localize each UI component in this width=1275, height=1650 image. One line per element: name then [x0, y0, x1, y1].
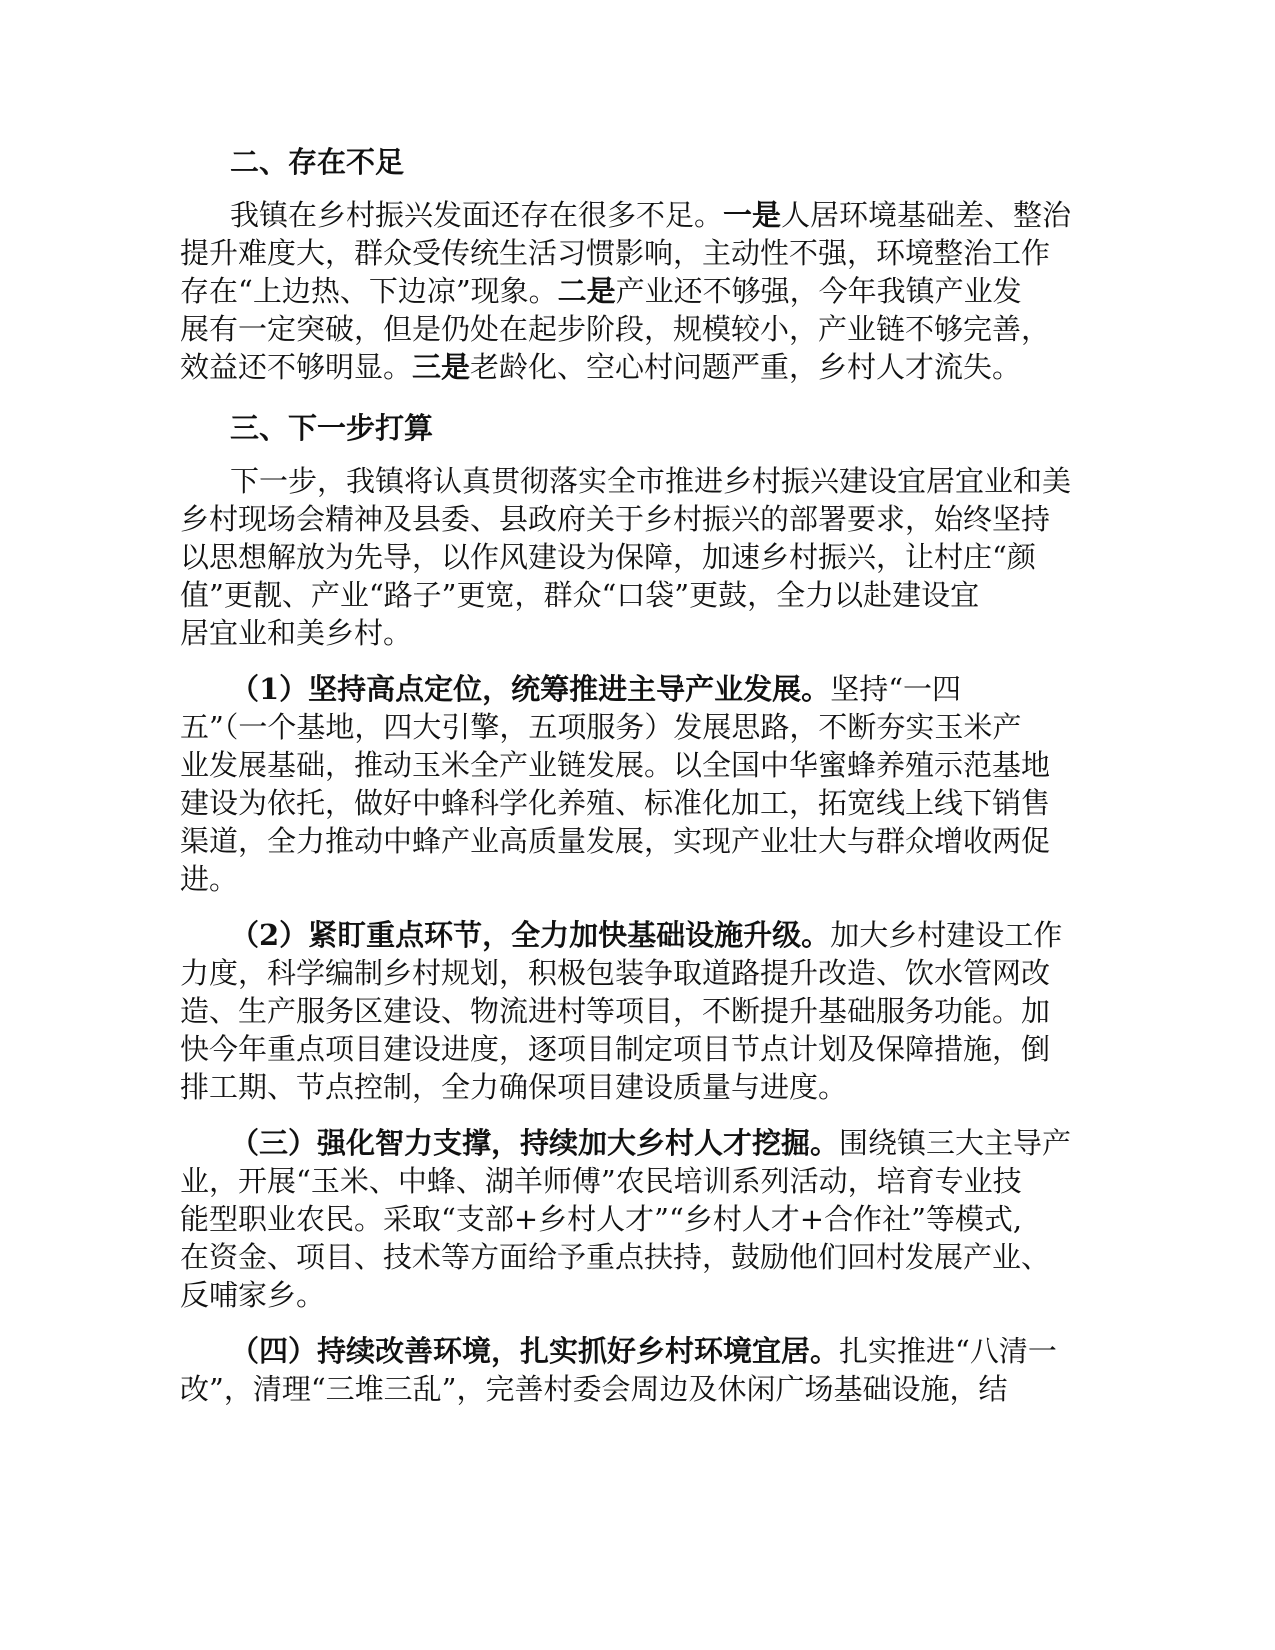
item-lead: （1）坚持高点定位，统筹推进主导产业发展。	[230, 672, 831, 706]
text-run: 我镇在乡村振兴发面还存在很多不足。	[230, 198, 724, 232]
text-line: 改”，清理“三堆三乱”，完善村委会周边及休闲广场基础设施，结	[180, 1372, 1008, 1406]
text-line	[180, 1124, 1080, 1162]
text-line: 业发展基础，推动玉米全产业链发展。以全国中华蜜蜂养殖示范基地	[180, 748, 1051, 782]
text-run: 产业还不够强，今年我镇产业发	[615, 274, 1022, 308]
text-line: 展有一定突破，但是仍处在起步阶段，规模较小，产业链不够完善，	[180, 312, 1051, 346]
section-heading-shortcomings: 二、存在不足	[230, 145, 405, 179]
shortcomings-paragraph	[180, 196, 1080, 386]
text-line: 排工期、节点控制，全力确保项目建设质量与进度。	[180, 1070, 848, 1104]
text-line: 居宜业和美乡村。	[180, 616, 413, 650]
text-line: 业，开展“玉米、中蜂、湖羊师傅”农民培训系列活动，培育专业技	[180, 1164, 1022, 1198]
text-line: 以思想解放为先导，以作风建设为保障，加速乡村振兴，让村庄“颜	[180, 540, 1036, 574]
text-line: 快今年重点项目建设进度，逐项目制定项目节点计划及保障措施，倒	[180, 1032, 1051, 1066]
bold-marker: 一是	[723, 198, 782, 232]
text-line: 建设为依托，做好中蜂科学化养殖、标准化加工，拓宽线上线下销售	[180, 786, 1051, 820]
text-line	[180, 1332, 1080, 1370]
text-line	[180, 196, 1080, 234]
text-line: 造、生产服务区建设、物流进村等项目，不断提升基础服务功能。加	[180, 994, 1051, 1028]
text-run: 效益还不够明显。	[180, 350, 413, 384]
text-run: 扎实推进“八清一	[839, 1334, 1057, 1368]
bold-marker: 三是	[412, 350, 471, 384]
text-run: 加大乡村建设工作	[830, 918, 1063, 952]
item-infrastructure-paragraph	[180, 916, 1080, 1106]
text-line	[180, 348, 1080, 386]
item-talent-paragraph	[180, 1124, 1080, 1314]
next-steps-intro-paragraph	[180, 462, 1080, 652]
text-line	[180, 272, 1080, 310]
document-page	[180, 138, 1080, 1426]
item-lead: （三）强化智力支撑，持续加大乡村人才挖掘。	[230, 1126, 840, 1160]
text-run: 存在“上边热、下边凉”现象。	[180, 274, 558, 308]
text-line: 乡村现场会精神及县委、县政府关于乡村振兴的部署要求，始终坚持	[180, 502, 1051, 536]
text-run: 人居环境基础差、整治	[781, 198, 1072, 232]
text-line: 力度，科学编制乡村规划，积极包装争取道路提升改造、饮水管网改	[180, 956, 1051, 990]
text-run: 坚持“一四	[830, 672, 962, 706]
text-line: 下一步，我镇将认真贯彻落实全市推进乡村振兴建设宜居宜业和美	[230, 464, 1072, 498]
text-line: 五”（一个基地，四大引擎，五项服务）发展思路，不断夯实玉米产	[180, 710, 1022, 744]
text-line: 进。	[180, 862, 239, 896]
text-line: 在资金、项目、技术等方面给予重点扶持，鼓励他们回村发展产业、	[180, 1240, 1051, 1274]
text-line: 反哺家乡。	[180, 1278, 326, 1312]
text-line: 渠道，全力推动中蜂产业高质量发展，实现产业壮大与群众增收两促	[180, 824, 1051, 858]
item-lead: （四）持续改善环境，扎实抓好乡村环境宜居。	[230, 1334, 840, 1368]
text-line: 能型职业农民。采取“支部+乡村人才”“乡村人才+合作社”等模式,	[180, 1202, 1023, 1236]
text-run: 老龄化、空心村问题严重，乡村人才流失。	[470, 350, 1022, 384]
text-line: 提升难度大，群众受传统生活习惯影响，主动性不强，环境整治工作	[180, 236, 1051, 270]
item-lead: （2）紧盯重点环节，全力加快基础设施升级。	[230, 918, 831, 952]
text-line: 值”更靓、产业“路子”更宽，群众“口袋”更鼓，全力以赴建设宜	[180, 578, 980, 612]
item-industry-paragraph	[180, 670, 1080, 898]
text-line	[180, 916, 1080, 954]
text-line	[180, 670, 1080, 708]
bold-marker: 二是	[557, 274, 616, 308]
text-run: 围绕镇三大主导产	[839, 1126, 1072, 1160]
item-environment-paragraph	[180, 1332, 1080, 1408]
section-heading-next-steps: 三、下一步打算	[230, 411, 434, 445]
